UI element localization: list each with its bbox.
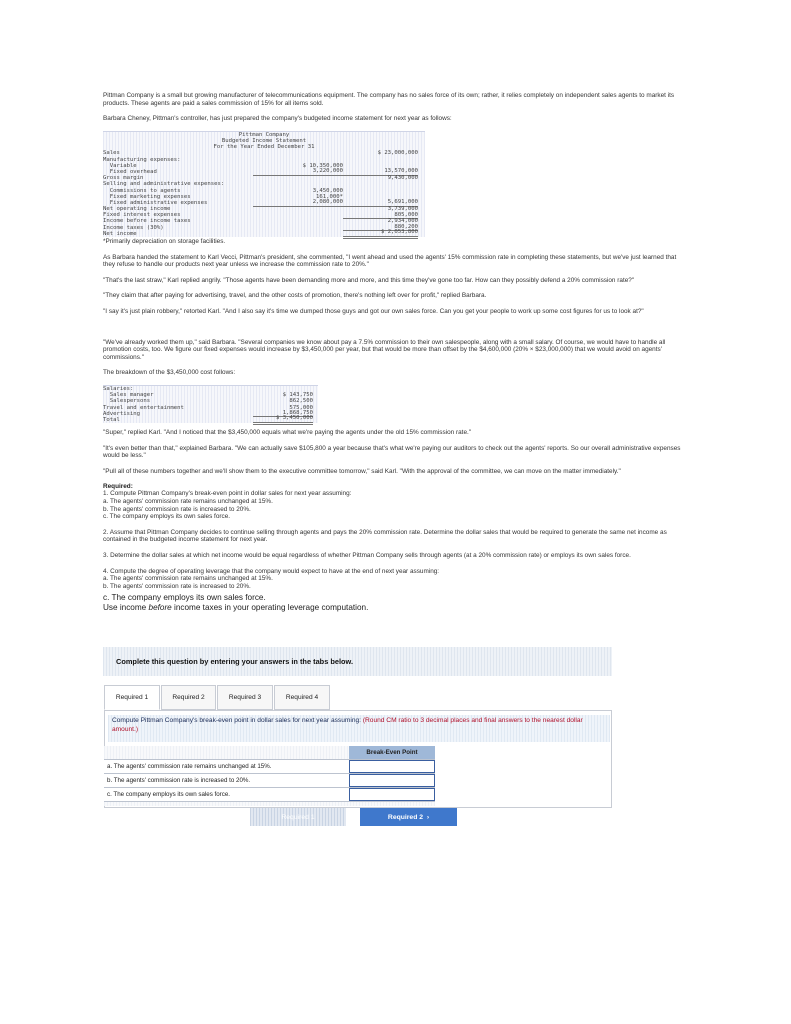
story-paragraph-10: "It's even better than that," explained Barbara. "We can actually save $105,800 a year because that's what we're paying our auditors to check out the agents' reports. So our overall administrative expenses would be less." (103, 444, 681, 460)
statement-row-amount-2: 880,200 (343, 224, 418, 231)
required-4c: c. The company employs its own sales force. (103, 593, 266, 603)
operating-leverage-note: Use income before income taxes in your operating leverage computation. (103, 603, 369, 613)
breakdown-row-label: Travel and entertainment (103, 404, 184, 411)
break-even-input-a[interactable] (349, 760, 435, 773)
intro-paragraph-1: Pittman Company is a small but growing manufacturer of telecommunications equipment. The company has no sales force of its own; rather, it relies completely on independent sales agents to market its products. These agents are paid a sales commission of 15% for all items sold. (103, 92, 675, 107)
problem-content (103, 92, 683, 613)
statement-row-amount-1: $ 10,350,000 (302, 162, 343, 169)
statement-row-amount-2: $ 2,053,800 (343, 229, 418, 238)
previous-button[interactable] (250, 808, 346, 826)
rounding-note: (Round CM ratio to 3 decimal places and final answers to the nearest dollar amount.) (112, 717, 583, 733)
breakdown-row-amount: $ 143,750 (282, 392, 313, 399)
statement-row-label: Fixed marketing expenses (103, 193, 191, 200)
tab-required-1[interactable]: Required 1 (104, 685, 160, 710)
statement-row-amount-2: 9,430,000 (387, 175, 418, 182)
statement-row-label: Net operating income (103, 206, 171, 213)
statement-row (103, 231, 425, 237)
answer-row-a (104, 759, 435, 773)
statement-rows (103, 150, 425, 237)
question-instruction: Compute Pittman Company's break-even point in dollar sales for next year assuming: (Round CM ratio to 3 decimal places and final answers to the nearest dollar amount.) (108, 715, 610, 742)
answer-label-c: c. The company employs its own sales force. (104, 788, 349, 801)
answer-table (104, 746, 435, 806)
instructions-banner: Complete this question by entering your answers in the tabs below. (103, 647, 612, 676)
statement-row-amount-2: 2,934,000 (387, 218, 418, 225)
tab-required-2[interactable]: Required 2 (161, 685, 216, 710)
statement-row-label: Selling and administrative expenses: (103, 181, 225, 188)
answer-row-c (104, 787, 435, 801)
statement-row-amount-2: 13,570,000 (343, 168, 418, 175)
next-required-2-button[interactable] (360, 808, 457, 826)
breakdown-row-amount: 575,000 (289, 404, 313, 411)
required-1: 1. Compute Pittman Company's break-even point in dollar sales for next year assuming: a. The agents' commission rate remains unchanged at 15%. b. The agents' commission rate is increased to 20%. c. The company employs its own sales force. (103, 490, 352, 521)
statement-row-label: Sales (103, 150, 120, 157)
statement-title: Budgeted Income Statement (221, 137, 307, 144)
breakdown-row-amount: 862,500 (289, 398, 313, 405)
statement-row-label: Fixed administrative expenses (103, 199, 208, 206)
story-paragraph-8: The breakdown of the $3,450,000 cost follows: (103, 369, 236, 377)
statement-row-label: Gross margin (103, 175, 144, 182)
required-heading: Required: (103, 483, 133, 491)
statement-row-label: Manufacturing expenses: (103, 156, 181, 163)
answer-table-bottom (104, 801, 435, 806)
break-even-input-c[interactable] (349, 788, 435, 801)
income-statement (103, 131, 425, 237)
story-paragraph-7: "We've already worked them up," said Barbara. "Several companies we know about pay a 7.5% commission to their own salespeople, along with a small salary. Of course, we would have to handle all promotion costs, too. We figure our fixed expenses would increase by $3,450,000 per year, but that would be more than offset by the $4,600,000 (20% × $23,000,000) that we would avoid on agents' commissions." (103, 338, 666, 361)
breakdown-row-amount: 1,868,750 (253, 410, 313, 417)
required-tabs (104, 685, 331, 710)
story-paragraph-5: "They claim that after paying for advertising, travel, and the other costs of promotion, there's nothing left over for profit," replied Barbara. (103, 292, 487, 300)
answer-row-b (104, 773, 435, 787)
breakdown-row (103, 417, 318, 423)
statement-row-label: Fixed overhead (103, 168, 157, 175)
statement-row-label: Income taxes (30%) (103, 224, 164, 231)
statement-row-amount-2: 805,000 (343, 212, 418, 219)
statement-row-label: Fixed interest expenses (103, 212, 181, 219)
statement-row-amount-1: 161,000* (316, 193, 343, 200)
statement-row-amount-2: 3,739,000 (387, 206, 418, 213)
answer-header-blank (104, 746, 349, 759)
statement-row-amount-1: 3,450,000 (312, 187, 343, 194)
statement-footnote: *Primarily depreciation on storage facilities. (103, 238, 226, 246)
statement-row-amount-1: 2,080,000 (253, 199, 343, 206)
chevron-right-icon: › (426, 813, 430, 821)
story-paragraph-9: "Super," replied Karl. "And I noticed that the $3,450,000 equals what we're paying the agents under the old 15% commission rate." (103, 429, 472, 437)
story-paragraph-11: "Pull all of these numbers together and we'll show them to the executive committee tomorrow," said Karl. "With the approval of the committee, we can move on the matter immediately." (103, 467, 621, 475)
statement-row-label: Variable (103, 162, 137, 169)
breakdown-row-amount: $ 3,450,000 (253, 415, 313, 424)
story-paragraph-6: "I say it's just plain robbery," retorted Karl. "And I also say it's time we dumped those guys and got our own sales force. Can you get your people to work up some cost figures for us to look at?" (103, 307, 644, 315)
statement-period: For the Year Ended December 31 (213, 144, 315, 151)
answer-label-b: b. The agents' commission rate is increased to 20%. (104, 774, 349, 787)
required-3: 3. Determine the dollar sales at which net income would be equal regardless of whether Pittman Company sells through agents (at a 20% commission rate) or employs its own sales force. (103, 552, 631, 560)
story-paragraph-3: As Barbara handed the statement to Karl Vecci, Pittman's president, she commented, "I went ahead and used the agents' 15% commission rate in completing these statements, but we've just learned that they refuse to handle our products next year unless we increase the commission rate to 20%." (103, 253, 677, 269)
statement-row-amount-1: 3,220,000 (253, 168, 343, 175)
previous-button-label: Required 1 (281, 813, 315, 821)
intro-paragraph-2: Barbara Cheney, Pittman's controller, has just prepared the company's budgeted income statement for next year as follows: (103, 115, 452, 123)
answer-header: Break-Even Point (349, 746, 435, 759)
breakdown-row-label: Salaries: (103, 385, 134, 392)
statement-company: Pittman Company (238, 131, 290, 138)
breakdown-row-label: Sales manager (103, 392, 154, 399)
statement-row-amount-2: 5,691,000 (343, 199, 418, 206)
tab-required-3[interactable]: Required 3 (217, 685, 273, 710)
statement-row-label: Net income (103, 230, 137, 237)
tab-required-4[interactable]: Required 4 (274, 685, 330, 710)
breakdown-row-label: Total (103, 416, 120, 423)
answer-label-a: a. The agents' commission rate remains unchanged at 15%. (104, 760, 349, 773)
break-even-input-b[interactable] (349, 774, 435, 787)
required-4: 4. Compute the degree of operating leverage that the company would expect to have at the end of next year assuming: a. The agents' commission rate remains unchanged at 15%. b. The agents' commission rate is increased to 20%. (103, 567, 440, 590)
required-2: 2. Assume that Pittman Company decides to continue selling through agents and pays the 20% commission rate. Determine the dollar sales that would be required to generate the same net income as contained in the budgeted income statement for next year. (103, 528, 667, 544)
statement-row-label: Commissions to agents (103, 187, 181, 194)
next-button-label: Required 2 (387, 813, 424, 821)
statement-row-amount-2: $ 23,000,000 (377, 150, 418, 157)
breakdown-row-label: Salespersons (103, 398, 151, 405)
statement-row-label: Income before income taxes (103, 218, 191, 225)
breakdown-row-label: Advertising (103, 410, 141, 417)
cost-breakdown (103, 385, 318, 423)
story-paragraph-4: "That's the last straw," Karl replied angrily. "Those agents have been demanding more and more, and this time they've gone too far. How can they possibly defend a 20% commission rate?" (103, 276, 635, 284)
breakdown-rows (103, 386, 318, 423)
